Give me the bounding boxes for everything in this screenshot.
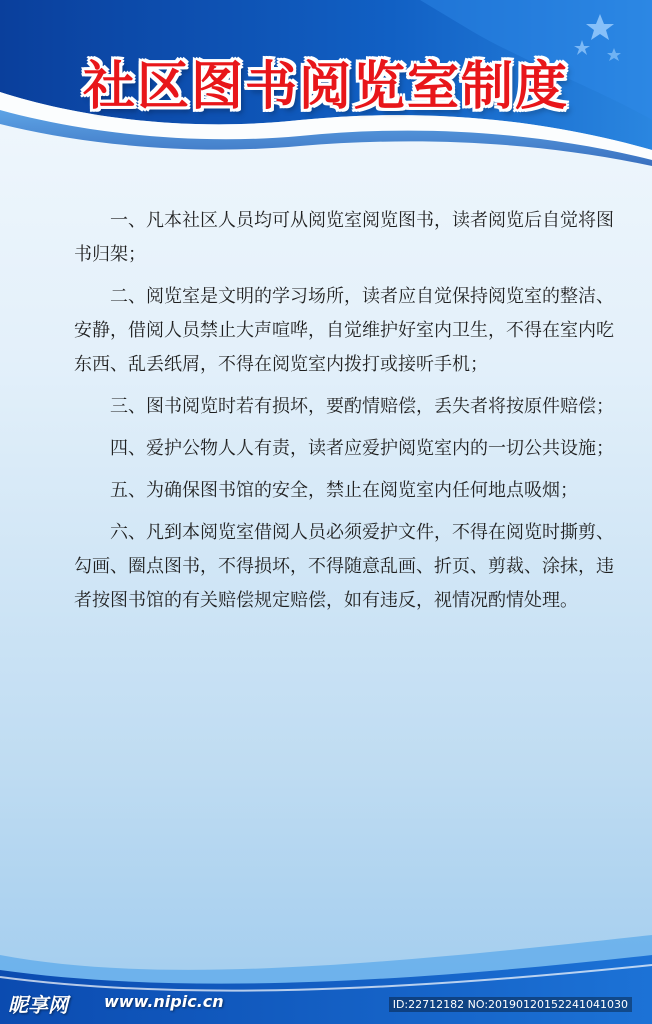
rule-paragraph: 二、阅览室是文明的学习场所，读者应自觉保持阅览室的整洁、安静，借阅人员禁止大声喧哗，自觉维护好室内卫生，不得在室内吃东西、乱丢纸屑，不得在阅览室内拨打或接听手机； bbox=[74, 286, 614, 375]
rules-text bbox=[74, 204, 614, 626]
rule-paragraph: 六、凡到本阅览室借阅人员必须爱护文件，不得在阅览时撕剪、勾画、圈点图书，不得损坏，不得随意乱画、折页、剪裁、涂抹，违者按图书馆的有关赔偿规定赔偿，如有违反，视情况酌情处理。 bbox=[74, 522, 614, 611]
rule-paragraph: 三、图书阅览时若有损坏，要酌情赔偿，丢失者将按原件赔偿； bbox=[110, 396, 614, 417]
rule-paragraph: 一、凡本社区人员均可从阅览室阅览图书，读者阅览后自觉将图书归架； bbox=[74, 210, 614, 265]
watermark-logo: 昵享网 bbox=[8, 993, 68, 1017]
watermark-id: ID:22712182 NO:20190120152241041030 bbox=[389, 997, 632, 1012]
rule-paragraph: 五、为确保图书馆的安全，禁止在阅览室内任何地点吸烟； bbox=[110, 480, 578, 501]
watermark-url: www.nipic.cn bbox=[104, 992, 224, 1011]
rule-paragraph: 四、爱护公物人人有责，读者应爱护阅览室内的一切公共设施； bbox=[110, 438, 614, 459]
poster-title: 社区图书阅览室制度 bbox=[82, 57, 569, 117]
